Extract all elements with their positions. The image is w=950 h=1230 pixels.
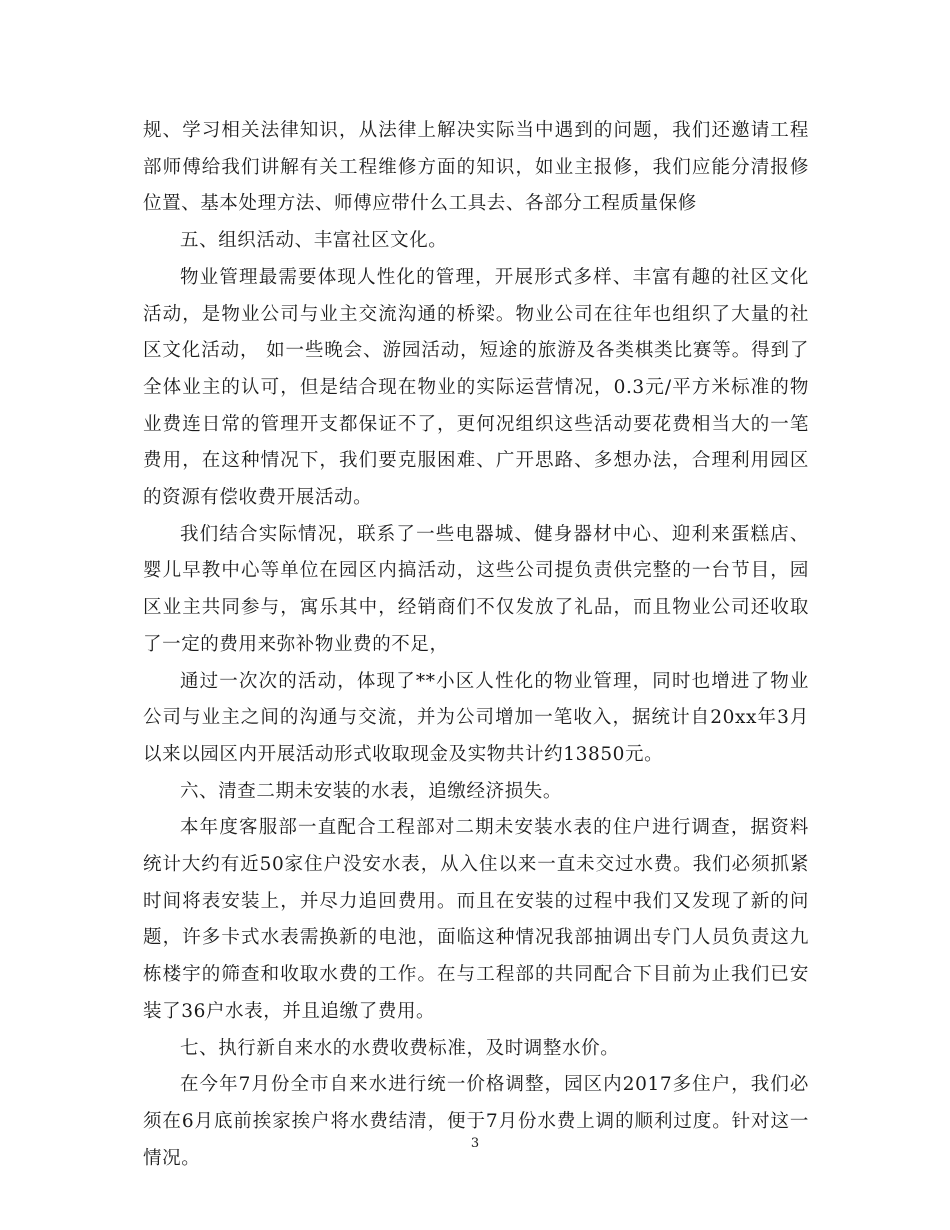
section-heading-5: 五、组织活动、丰富社区文化。 bbox=[180, 230, 448, 252]
paragraph-community-culture: 物业管理最需要体现人性化的管理，开展形式多样、丰富有趣的社区文化活动，是物业公司与业主交流沟通的桥梁。物业公司在往年也组织了大量的社区文化活动， 如一些晚会、游园活动，短途的旅游及各类棋类比赛等。得到了全体业主的认可，但是结合现在物业的实际运营情况，0.3元/平方米标准的物业费连日常的管理开支都保证不了，更何况组织这些活动要花费相当大的一笔费用，在这种情况下，我们要克服困难、广开思路、多想办法，合理利用园区的资源有偿收费开展活动。 bbox=[143, 266, 809, 509]
paragraph-water-meter-check: 本年度客服部一直配合工程部对二期未安装水表的住户进行调查，据资料统计大约有近50家住户没安水表，从入住以来一直未交过水费。我们必须抓紧时间将表安装上，并尽力追回费用。而且在安装的过程中我们又发现了新的问题，许多卡式水表需换新的电池，面临这种情况我部抽调出专门人员负责这九栋楼宇的筛查和收取水费的工作。在与工程部的共同配合下目前为止我们已安装了36户水表，并且追缴了费用。 bbox=[143, 817, 809, 1022]
paragraph-partner-activities: 我们结合实际情况，联系了一些电器城、健身器材中心、迎利来蛋糕店、婴儿早教中心等单位在园区内搞活动，这些公司提负责供完整的一台节目，园区业主共同参与，寓乐其中，经销商们不仅发放了礼品，而且物业公司还收取了一定的费用来弥补物业费的不足， bbox=[143, 523, 809, 655]
body-text bbox=[143, 113, 809, 1177]
paragraph-water-price-adjustment: 在今年7月份全市自来水进行统一价格调整，园区内2017多住户，我们必须在6月底前挨家挨户将水费结清，便于7月份水费上调的顺利过度。针对这一情况。 bbox=[143, 1074, 809, 1169]
section-heading-6: 六、清查二期未安装的水表，追缴经济损失。 bbox=[180, 780, 563, 802]
page-number: 3 bbox=[470, 1136, 480, 1151]
paragraph-legal-knowledge: 规、学习相关法律知识，从法律上解决实际当中遇到的问题，我们还邀请工程部师傅给我们讲解有关工程维修方面的知识，如业主报修，我们应能分清报修位置、基本处理方法、师傅应带什么工具去、各部分工程质量保修 bbox=[143, 120, 809, 215]
section-heading-7: 七、执行新自来水的水费收费标准，及时调整水价。 bbox=[180, 1037, 620, 1059]
paragraph-activity-results: 通过一次次的活动，体现了**小区人性化的物业管理，同时也增进了物业公司与业主之间的沟通与交流，并为公司增加一笔收入，据统计自20xx年3月以来以园区内开展活动形式收取现金及实物共计约13850元。 bbox=[143, 670, 809, 765]
